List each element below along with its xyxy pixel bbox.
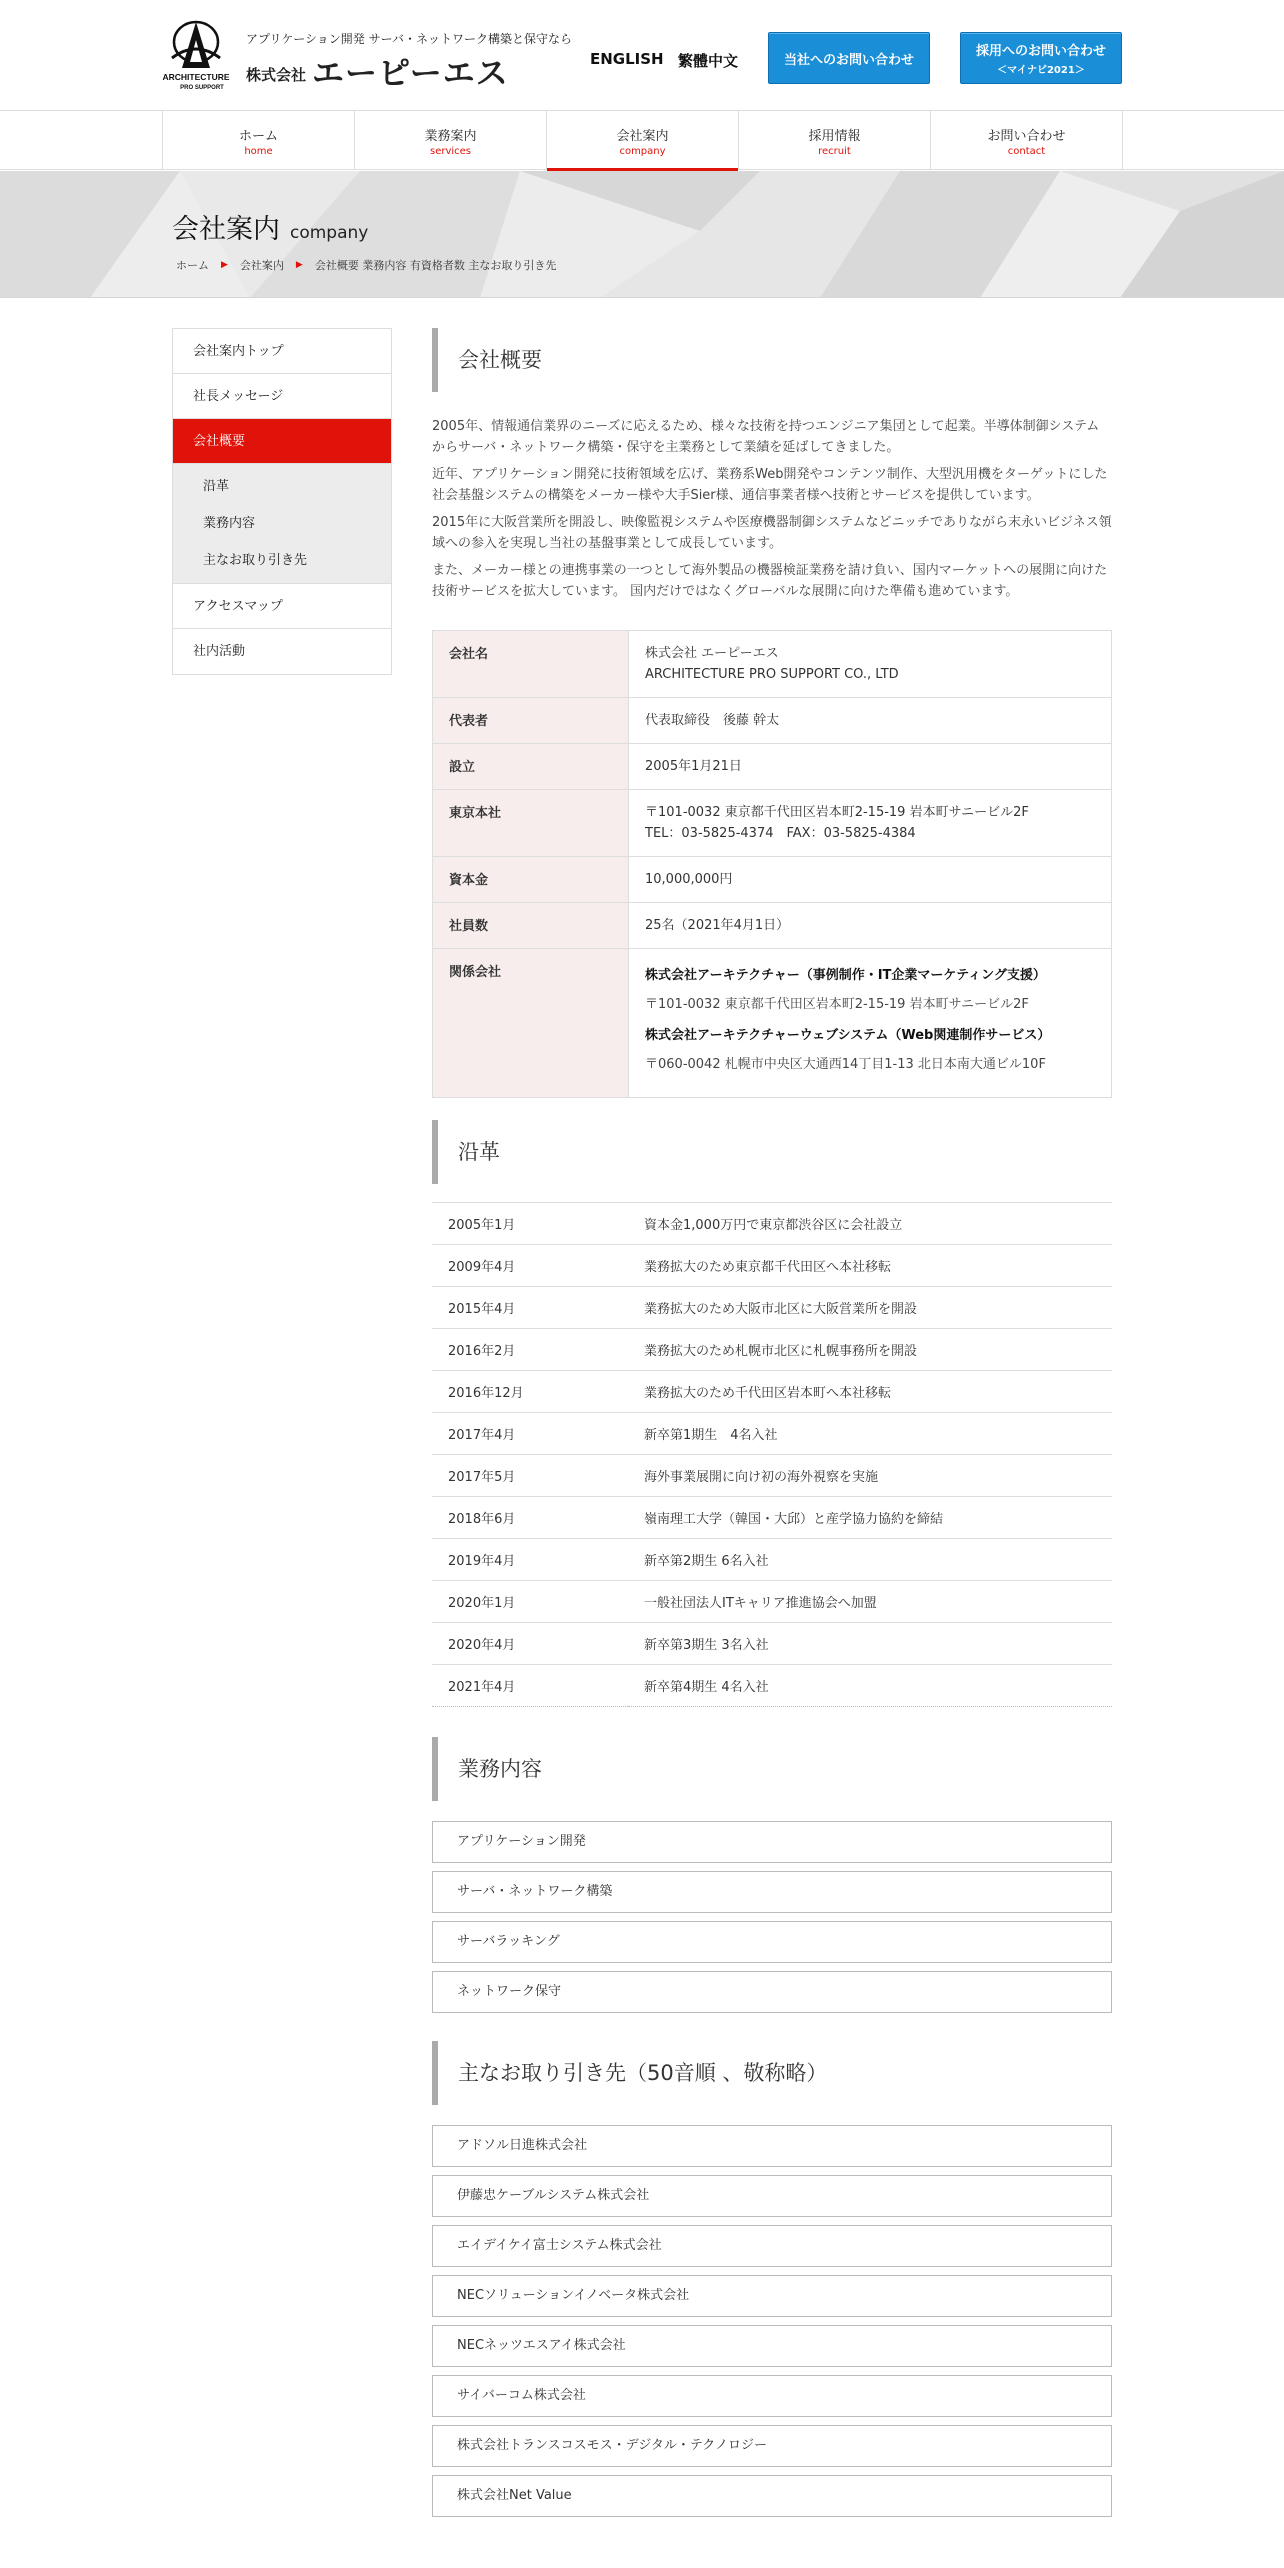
table-row: [432, 1371, 1112, 1413]
history-event: 海外事業展開に向け初の海外視察を実施: [628, 1455, 1112, 1497]
table-row: [432, 1539, 1112, 1581]
client-item: エイデイケイ富士システム株式会社: [432, 2225, 1112, 2267]
info-value: [629, 790, 1112, 857]
nav-sublabel: recruit: [818, 146, 851, 157]
sidebar-item-access-map[interactable]: アクセスマップ: [173, 584, 391, 629]
sidebar-item-activities[interactable]: 社内活動: [173, 629, 391, 674]
history-date: 2021年4月: [432, 1665, 628, 1707]
history-event: 新卒第2期生 6名入社: [628, 1539, 1112, 1581]
overview-paragraph: また、メーカー様との連携事業の一つとして海外製品の機器検証業務を請け負い、国内マーケットへの展開に向けた技術サービスを拡大しています。 国内だけではなくグローバルな展開に向けた準備も進めています。: [432, 563, 1108, 599]
service-item[interactable]: サーバラッキング: [432, 1921, 1112, 1963]
page-banner: [0, 171, 1284, 298]
nav-sublabel: services: [429, 146, 472, 157]
history-event: 新卒第1期生 4名入社: [628, 1413, 1112, 1455]
overview-paragraph: 近年、アプリケーション開発に技術領域を広げ、業務系Web開発やコンテンツ制作、大型汎用機をターゲットにした社会基盤システムの構築をメーカー様や大手Sier様、通信事業者様へ技術とサービスを提供しています。: [432, 467, 1108, 503]
info-value: 代表取締役 後藤 幹太: [629, 698, 1112, 744]
info-label: 関係会社: [433, 949, 629, 1098]
breadcrumb-current: 会社概要 業務内容 有資格者数 主なお取り引き先: [314, 259, 557, 272]
global-nav: [0, 110, 1284, 170]
table-row: [432, 1623, 1112, 1665]
overview-paragraph: 2015年に大阪営業所を開設し、映像監視システムや医療機器制御システムなどニッチでありながら末永いビジネス領域への参入を実現し当社の基盤事業として成長しています。: [432, 515, 1112, 551]
main-content: [432, 328, 1112, 2525]
history-date: 2017年5月: [432, 1455, 628, 1497]
related-company-address: 〒060-0042 札幌市中央区大通西14丁目1-13 北日本南大通ビル10F: [645, 1057, 1046, 1072]
sidebar-subitem-services[interactable]: 業務内容: [203, 516, 256, 531]
history-date: 2005年1月: [432, 1203, 628, 1245]
info-label: 代表者: [433, 698, 629, 744]
services-list: [432, 1821, 1112, 2013]
history-date: 2016年2月: [432, 1329, 628, 1371]
info-value: 10,000,000円: [629, 857, 1112, 903]
company-name-en: ARCHITECTURE PRO SUPPORT CO., LTD: [645, 667, 899, 682]
recruit-button-sublabel: ＜マイナビ2021＞: [997, 65, 1085, 76]
header-company-name[interactable]: [246, 48, 509, 94]
breadcrumb: [176, 257, 556, 273]
table-row: [432, 1665, 1112, 1707]
history-event: 業務拡大のため大阪市北区に大阪営業所を開設: [628, 1287, 1112, 1329]
sidebar-nav: [172, 328, 392, 675]
table-row: [432, 1329, 1112, 1371]
svg-text:PRO SUPPORT: PRO SUPPORT: [180, 85, 224, 91]
nav-item-home[interactable]: [163, 111, 355, 170]
client-item: 伊藤忠ケーブルシステム株式会社: [432, 2175, 1112, 2217]
page-title-ja: 会社案内: [172, 214, 280, 245]
lang-traditional-chinese-link[interactable]: 繁體中文: [678, 52, 739, 70]
client-item: 株式会社トランスコスモス・デジタル・テクノロジー: [432, 2425, 1112, 2467]
info-value: 25名（2021年4月1日）: [629, 903, 1112, 949]
table-row: [432, 1413, 1112, 1455]
overview-paragraph: 2005年、情報通信業界のニーズに応えるため、様々な技術を持つエンジニア集団として起業。半導体制御システムからサーバ・ネットワーク構築・保守を主業務として業績を延ばしてきました。: [432, 419, 1100, 455]
history-table: [432, 1202, 1112, 1707]
page-title-en: company: [290, 223, 369, 243]
service-item[interactable]: サーバ・ネットワーク構築: [432, 1871, 1112, 1913]
company-prefix: 株式会社: [246, 66, 307, 84]
table-row: [433, 790, 1112, 857]
history-date: 2018年6月: [432, 1497, 628, 1539]
nav-item-contact[interactable]: [931, 111, 1123, 170]
nav-label: 採用情報: [808, 129, 861, 144]
table-row: [432, 1245, 1112, 1287]
table-row: [432, 1203, 1112, 1245]
nav-label: お問い合わせ: [987, 129, 1066, 144]
service-item[interactable]: ネットワーク保守: [432, 1971, 1112, 2013]
history-date: 2020年1月: [432, 1581, 628, 1623]
history-date: 2015年4月: [432, 1287, 628, 1329]
service-item[interactable]: アプリケーション開発: [432, 1821, 1112, 1863]
nav-sublabel: company: [619, 146, 666, 157]
breadcrumb-arrow-icon: ▶: [221, 260, 228, 270]
client-item: アドソル日進株式会社: [432, 2125, 1112, 2167]
nav-label: 業務案内: [424, 129, 477, 144]
logo-mark-icon: [160, 18, 232, 94]
history-date: 2017年4月: [432, 1413, 628, 1455]
recruit-button-label: 採用へのお問い合わせ: [975, 44, 1106, 59]
sidebar-item-company-top[interactable]: 会社案内トップ: [173, 329, 391, 374]
hq-address: 〒101-0032 東京都千代田区岩本町2-15-19 岩本町サニービル2F: [645, 805, 1029, 820]
history-event: 新卒第4期生 4名入社: [628, 1665, 1112, 1707]
table-row: [433, 631, 1112, 698]
company-info-table: [432, 630, 1112, 1098]
client-item: サイバーコム株式会社: [432, 2375, 1112, 2417]
section-heading-overview: 会社概要: [432, 328, 1112, 392]
lang-english-link[interactable]: ENGLISH: [590, 50, 664, 68]
info-value: [629, 631, 1112, 698]
history-event: 嶺南理工大学（韓国・大邱）と産学協力協約を締結: [628, 1497, 1112, 1539]
table-row: [433, 698, 1112, 744]
history-date: 2009年4月: [432, 1245, 628, 1287]
table-row: [433, 903, 1112, 949]
table-row: [432, 1497, 1112, 1539]
breadcrumb-company[interactable]: 会社案内: [239, 259, 284, 272]
history-event: 業務拡大のため札幌市北区に札幌事務所を開設: [628, 1329, 1112, 1371]
table-row: [433, 744, 1112, 790]
sidebar-subitem-history[interactable]: 沿革: [203, 479, 230, 494]
history-event: 業務拡大のため千代田区岩本町へ本社移転: [628, 1371, 1112, 1413]
company-logo[interactable]: [160, 18, 232, 94]
info-label: 社員数: [433, 903, 629, 949]
info-label: 会社名: [433, 631, 629, 698]
recruit-contact-button[interactable]: [960, 32, 1122, 84]
section-heading-clients: 主なお取り引き先（50音順 、敬称略）: [432, 2041, 1112, 2105]
sidebar-item-president-message[interactable]: 社長メッセージ: [173, 374, 391, 419]
info-value: 2005年1月21日: [629, 744, 1112, 790]
page-title: [172, 207, 368, 246]
site-header: [0, 0, 1284, 110]
breadcrumb-home[interactable]: ホーム: [176, 259, 209, 272]
history-event: 業務拡大のため東京都千代田区へ本社移転: [628, 1245, 1112, 1287]
section-heading-services: 業務内容: [432, 1737, 1112, 1801]
info-label: 設立: [433, 744, 629, 790]
nav-label: ホーム: [238, 129, 278, 144]
header-tagline: アプリケーション開発 サーバ・ネットワーク構築と保守なら: [246, 32, 573, 46]
nav-label: 会社案内: [616, 129, 669, 144]
company-name-large: エーピーエス: [312, 54, 509, 92]
table-row: [433, 857, 1112, 903]
info-value: [629, 949, 1112, 1098]
hq-phone: TEL：03-5825-4374 FAX：03-5825-4384: [645, 826, 916, 841]
related-company-name: 株式会社アーキテクチャー（事例制作・IT企業マーケティング支援）: [645, 968, 1046, 983]
history-date: 2016年12月: [432, 1371, 628, 1413]
section-heading-history: 沿革: [432, 1120, 1112, 1184]
company-name-ja: 株式会社 エーピーエス: [645, 646, 779, 661]
info-label: 東京本社: [433, 790, 629, 857]
history-date: 2020年4月: [432, 1623, 628, 1665]
sidebar-item-overview[interactable]: 会社概要: [173, 419, 391, 464]
table-row: [432, 1455, 1112, 1497]
contact-button[interactable]: [768, 32, 930, 84]
client-item: NECネッツエスアイ株式会社: [432, 2325, 1112, 2367]
nav-item-recruit[interactable]: [739, 111, 931, 170]
contact-button-label: 当社へのお問い合わせ: [783, 52, 914, 68]
history-date: 2019年4月: [432, 1539, 628, 1581]
client-item: NECソリューションイノベータ株式会社: [432, 2275, 1112, 2317]
clients-list: [432, 2125, 1112, 2517]
sidebar-subitem-clients[interactable]: 主なお取り引き先: [203, 553, 308, 568]
history-event: 資本金1,000万円で東京都渋谷区に会社設立: [628, 1203, 1112, 1245]
nav-item-services[interactable]: [355, 111, 547, 170]
breadcrumb-arrow-icon: ▶: [295, 260, 303, 270]
table-row: [432, 1287, 1112, 1329]
svg-text:ARCHITECTURE: ARCHITECTURE: [162, 72, 230, 82]
table-row: [432, 1581, 1112, 1623]
info-label: 資本金: [433, 857, 629, 903]
client-item: 株式会社Net Value: [432, 2475, 1112, 2517]
sidebar-submenu: [173, 464, 391, 584]
table-row: [433, 949, 1112, 1098]
history-event: 新卒第3期生 3名入社: [628, 1623, 1112, 1665]
nav-sublabel: contact: [1007, 146, 1046, 157]
nav-item-company[interactable]: [547, 111, 739, 170]
history-event: 一般社団法人ITキャリア推進協会へ加盟: [628, 1581, 1112, 1623]
related-company-address: 〒101-0032 東京都千代田区岩本町2-15-19 岩本町サニービル2F: [645, 997, 1029, 1012]
related-company-name: 株式会社アーキテクチャーウェブシステム（Web関連制作サービス）: [645, 1028, 1051, 1043]
nav-sublabel: home: [244, 146, 273, 157]
